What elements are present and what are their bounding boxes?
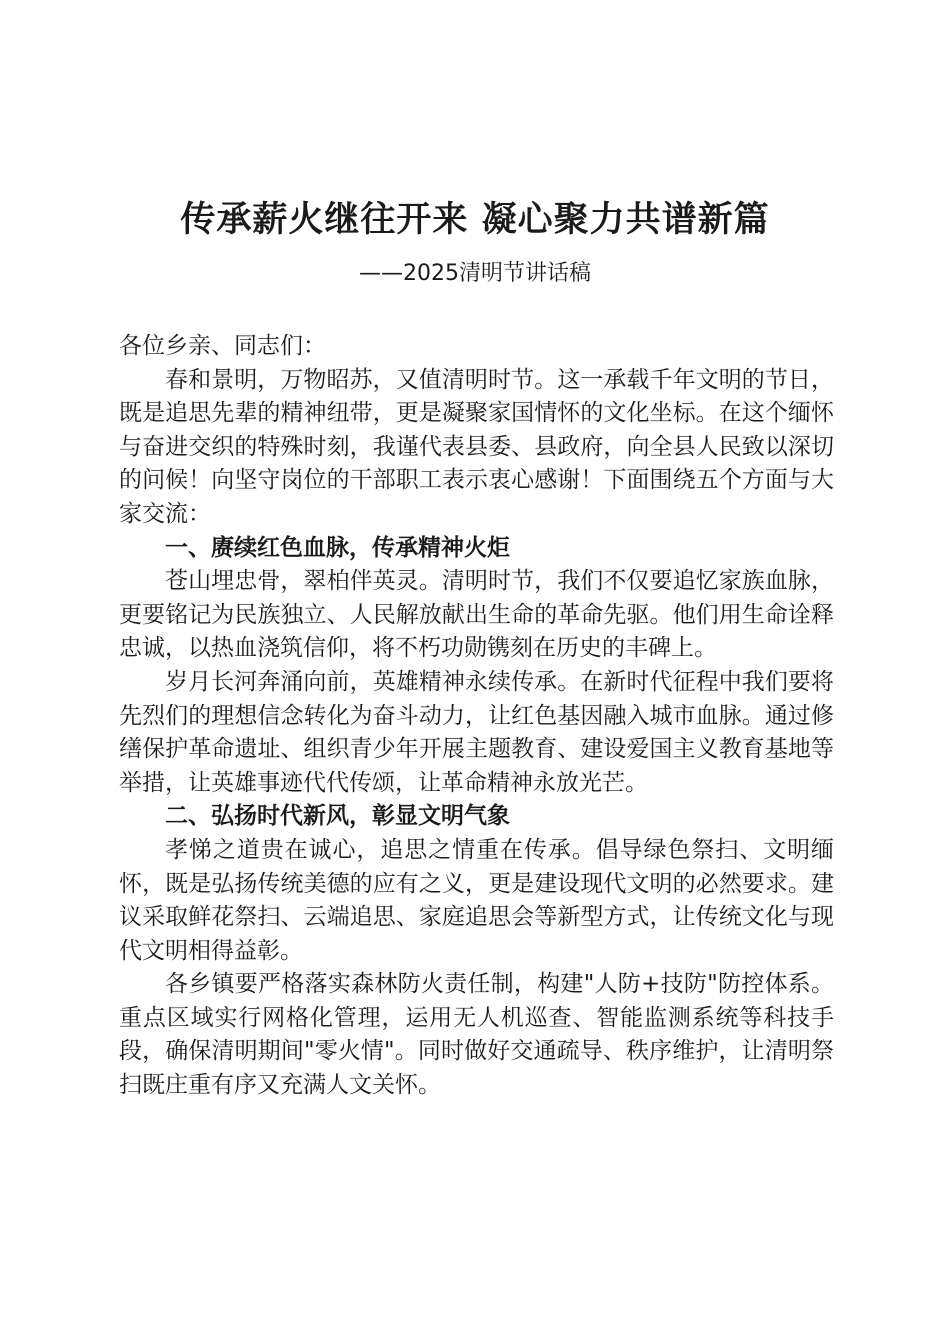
paragraph: 各乡镇要严格落实森林防火责任制，构建"人防+技防"防控体系。重点区域实行网格化管理，运用无人机巡查、智能监测系统等科技手段，确保清明期间"零火情"。同时做好交通疏导、秩序维护，让清明祭扫既庄重有序又充满人文关怀。: [119, 971, 834, 1099]
salutation: 各位乡亲、同志们：: [119, 333, 326, 359]
paragraph-intro: 春和景明，万物昭苏，又值清明时节。这一承载千年文明的节日，既是追思先辈的精神纽带，更是凝聚家国情怀的文化坐标。在这个缅怀与奋进交织的特殊时刻，我谨代表县委、县政府，向全县人民致以深切的问候！向坚守岗位的干部职工表示衷心感谢！下面围绕五个方面与大家交流：: [119, 366, 834, 527]
paragraph: 苍山埋忠骨，翠柏伴英灵。清明时节，我们不仅要追忆家族血脉，更要铭记为民族独立、人民解放献出生命的革命先驱。他们用生命诠释忠诚，以热血浇筑信仰，将不朽功勋镌刻在历史的丰碑上。: [119, 568, 834, 662]
document-title: 传承薪火继往开来 凝心聚力共谱新篇: [180, 199, 770, 240]
section-heading-1: 一、赓续红色血脉，传承精神火炬: [165, 534, 510, 561]
paragraph: 岁月长河奔涌向前，英雄精神永续传承。在新时代征程中我们要将先烈们的理想信念转化为奋斗动力，让红色基因融入城市血脉。通过修缮保护革命遗址、组织青少年开展主题教育、建设爱国主义教育基地等举措，让英雄事迹代代传颂，让革命精神永放光芒。: [119, 668, 834, 796]
document-subtitle: ——2025清明节讲话稿: [359, 261, 591, 286]
paragraph: 孝悌之道贵在诚心，追思之情重在传承。倡导绿色祭扫、文明缅怀，既是弘扬传统美德的应有之义，更是建设现代文明的必然要求。建议采取鲜花祭扫、云端追思、家庭追思会等新型方式，让传统文化与现代文明相得益彰。: [119, 836, 834, 964]
document-body: [119, 330, 834, 1103]
section-heading-2: 二、弘扬时代新风，彰显文明气象: [165, 803, 510, 830]
